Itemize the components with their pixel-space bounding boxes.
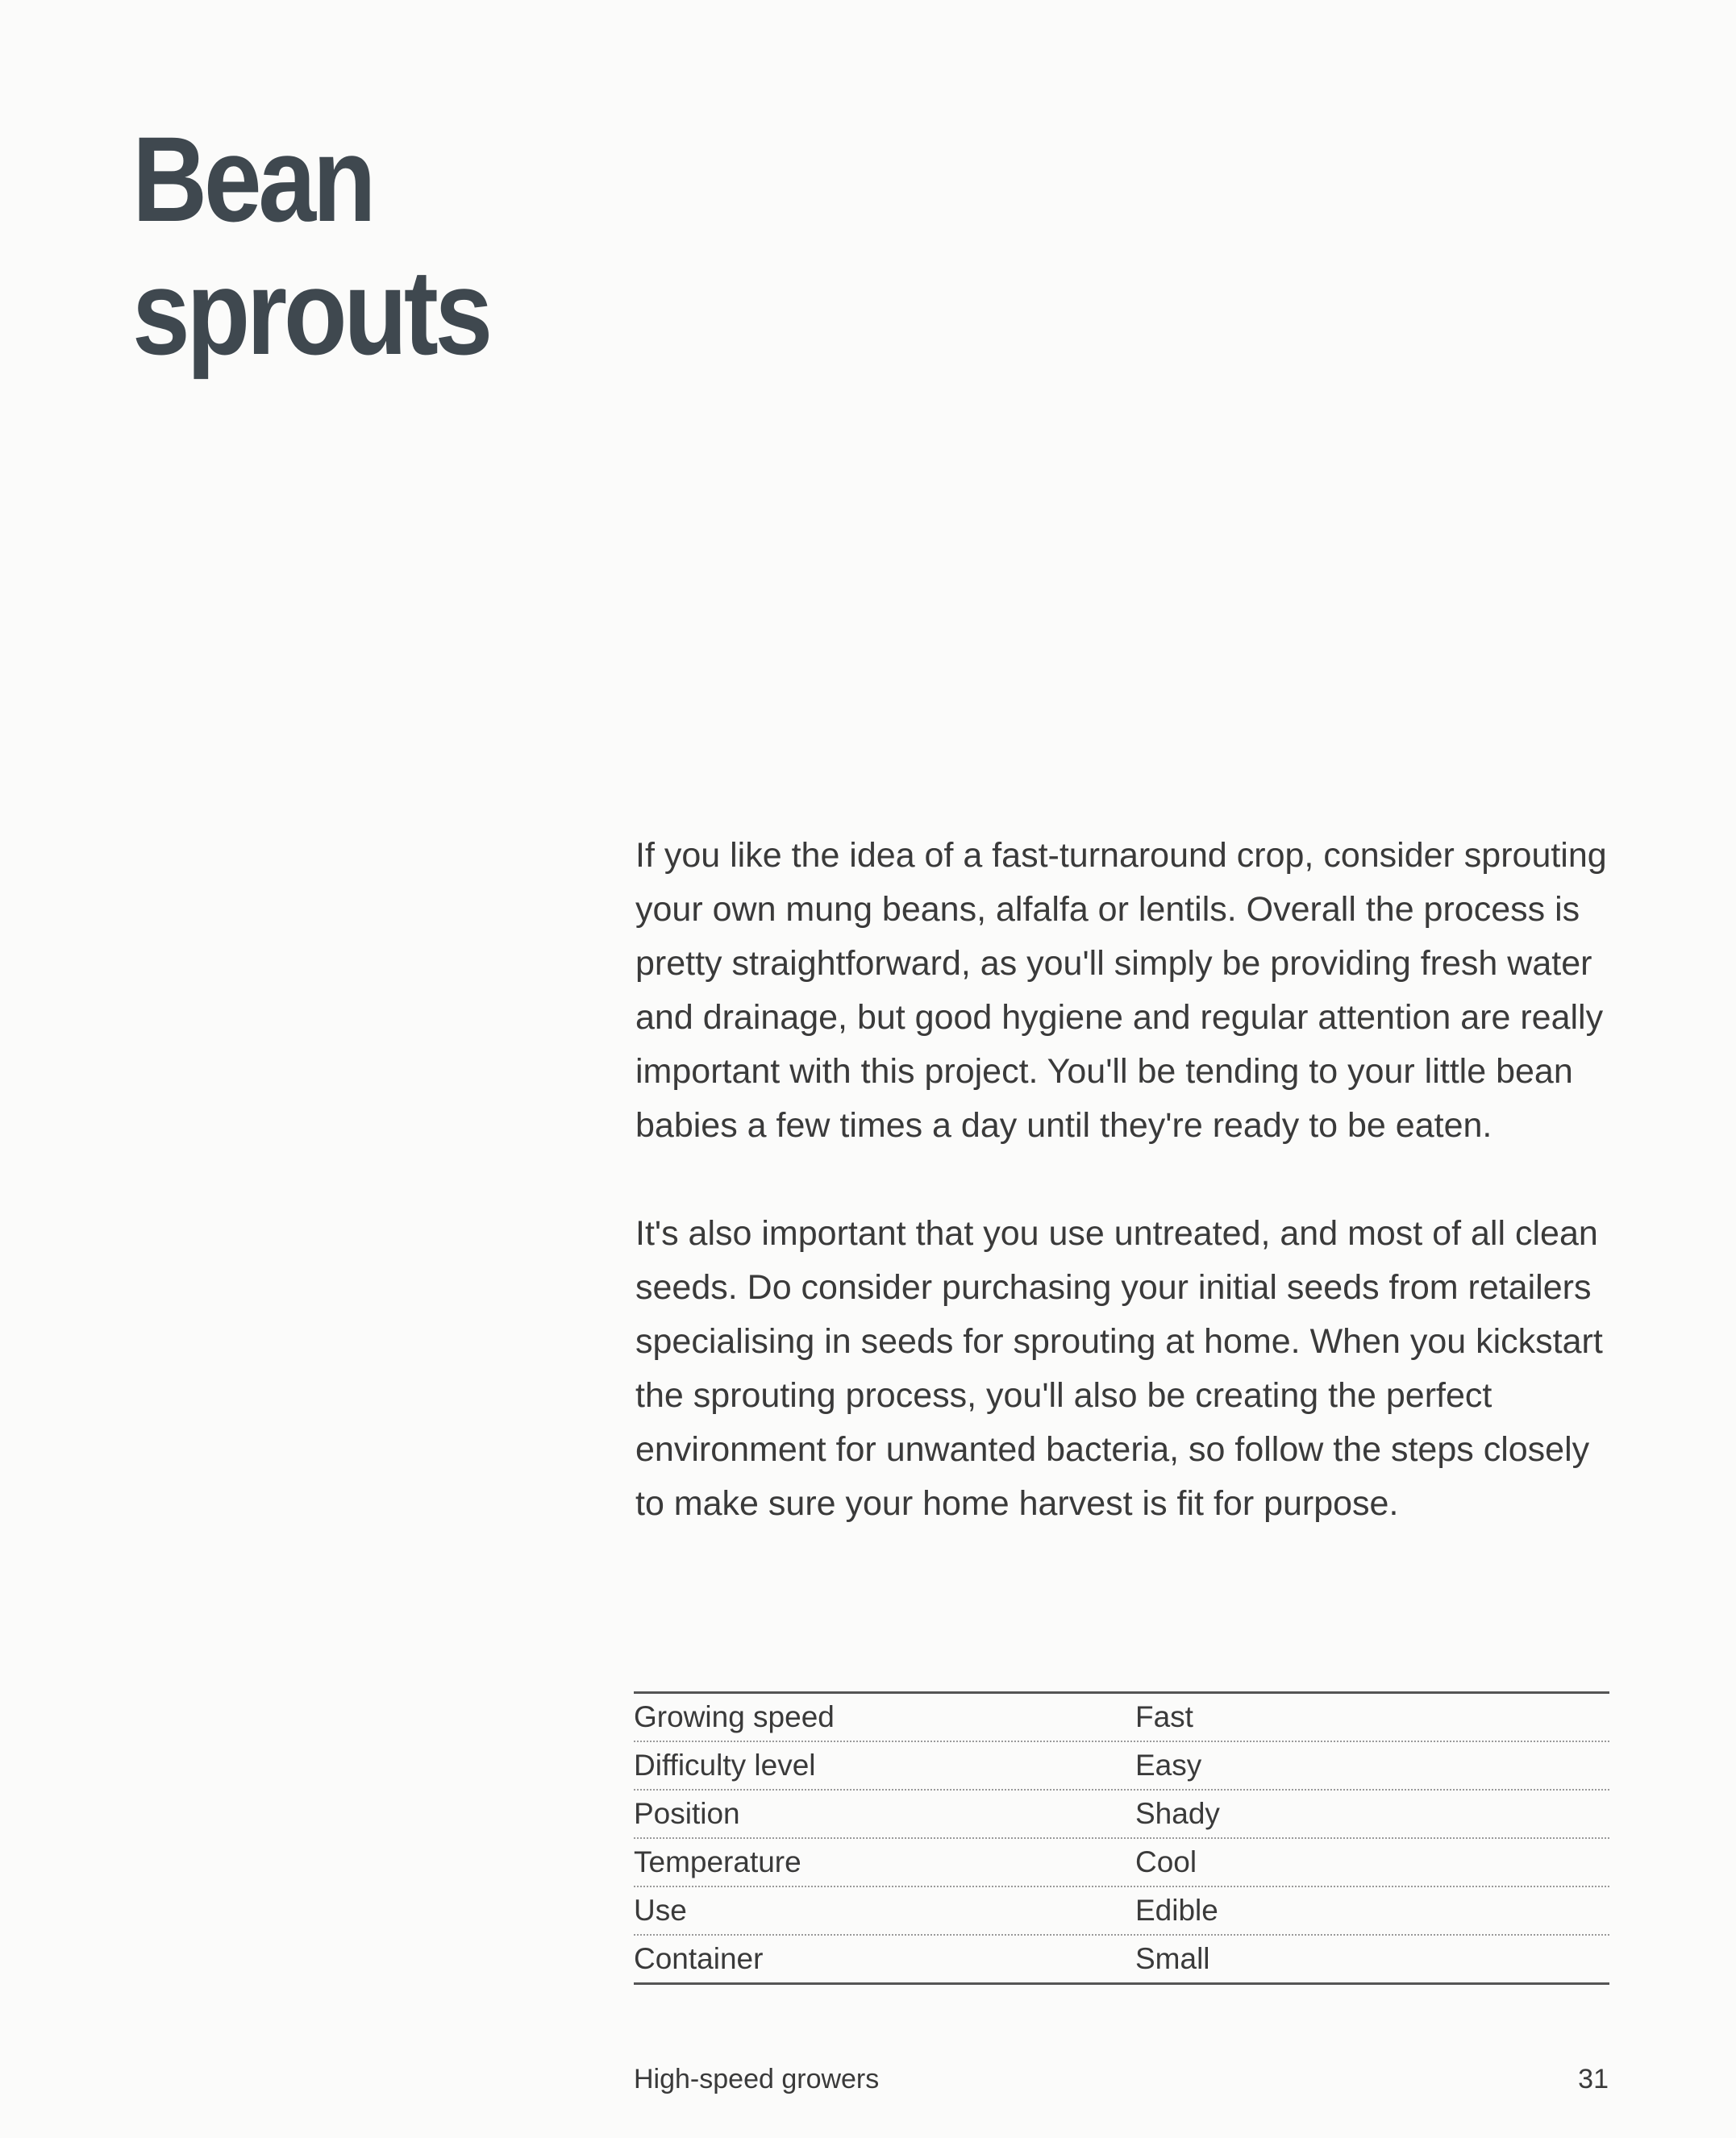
fact-label: Growing speed xyxy=(634,1700,835,1733)
fact-value: Edible xyxy=(1135,1894,1218,1927)
fact-row-difficulty-level xyxy=(634,1742,1609,1791)
fact-value: Shady xyxy=(1135,1797,1220,1830)
fact-value: Cool xyxy=(1135,1845,1197,1878)
fact-label: Container xyxy=(634,1942,764,1975)
paragraph-intro: If you like the idea of a fast-turnaround crop, consider sprouting your own mung beans, alfalfa or lentils. Overall the process is pretty straightforward, as you'll simply be providing fresh water and drainage, but good hygiene and regular attention are really important with this project. You'll be tending to your little bean babies a few times a day until they're ready to be eaten. xyxy=(635,836,1607,1145)
paragraph-seeds: It's also important that you use untreated, and most of all clean seeds. Do consider purchasing your initial seeds from retailers specialising in seeds for sprouting at home. When you kickstart the sprouting process, you'll also be creating the perfect environment for unwanted bacteria, so follow the steps closely to make sure your home harvest is fit for purpose. xyxy=(635,1214,1603,1523)
facts-table xyxy=(634,1691,1609,1985)
body-text xyxy=(635,829,1627,1585)
fact-label: Difficulty level xyxy=(634,1749,816,1782)
fact-value: Small xyxy=(1135,1942,1210,1975)
title-line-2: sprouts xyxy=(132,244,489,380)
page-title xyxy=(132,113,489,379)
fact-row-position xyxy=(634,1791,1609,1839)
fact-row-growing-speed xyxy=(634,1694,1609,1742)
fact-label: Use xyxy=(634,1894,687,1927)
fact-row-container xyxy=(634,1936,1609,1982)
fact-label: Position xyxy=(634,1797,740,1830)
fact-label: Temperature xyxy=(634,1845,801,1878)
page-number: 31 xyxy=(1578,2064,1609,2094)
footer-section-title: High-speed growers xyxy=(634,2064,880,2094)
fact-row-use xyxy=(634,1887,1609,1936)
fact-value: Fast xyxy=(1135,1700,1193,1733)
title-line-1: Bean xyxy=(132,111,373,247)
fact-row-temperature xyxy=(634,1839,1609,1887)
fact-value: Easy xyxy=(1135,1749,1202,1782)
